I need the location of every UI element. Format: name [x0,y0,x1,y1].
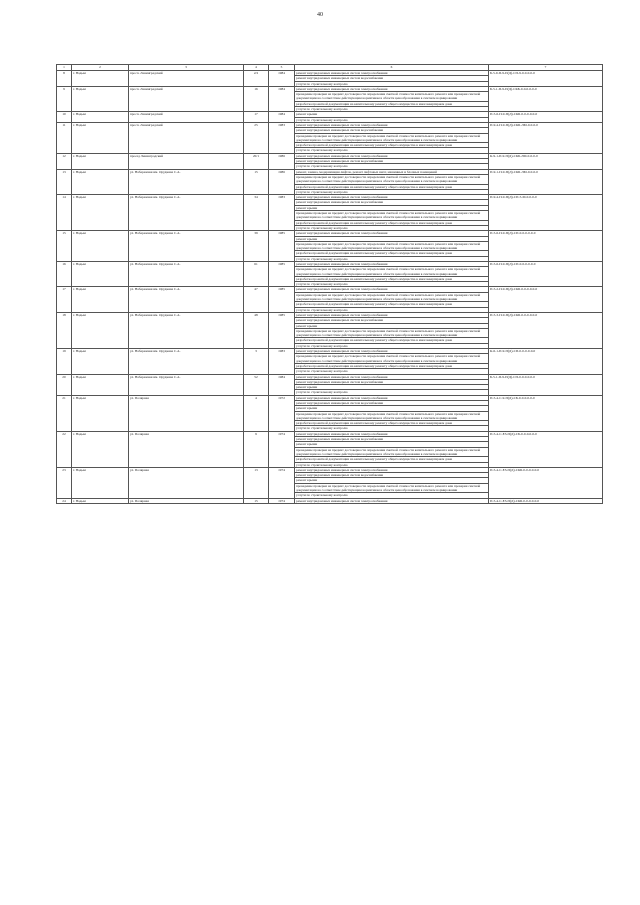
building-code-cell: П-5-3-П-9-П(Д)-СКБ-0-0-0-0-0-0 [489,312,603,348]
table-row [57,467,603,472]
work-item: ремонт внутридомовых инженерных систем электроснабжения [295,349,489,354]
year-cell: 1983 [269,195,295,231]
year-cell: 1984 [269,71,295,87]
street-cell: просп. Ленинградский [129,86,244,111]
row-number: 8 [57,71,72,87]
work-item: услуги по строительному контролю [295,164,489,169]
street-cell: ул. Набережная им. Оруджева С.А. [129,312,244,348]
building-code-cell: К-6-1-П-9-П(Д)-СП-0-0-0-0-0-0 [489,349,603,374]
work-item: ремонт внутридомовых инженерных систем водоснабжения [295,379,489,384]
table-row [57,71,603,76]
work-item: ремонт внутридомовых инженерных систем водоснабжения [295,159,489,164]
city-cell: г. Надым [72,71,129,87]
table-row [57,169,603,174]
capital-repair-table [56,64,603,504]
work-item: услуги по строительному контролю [295,369,489,374]
street-cell: ул. Набережная им. Оруджева С.А. [129,374,244,395]
work-item: ремонт внутридомовых инженерных систем электроснабжения [295,71,489,76]
street-cell: просп. Ленинградский [129,112,244,123]
year-cell: 1985 [269,231,295,262]
work-item: проведение проверки на предмет достоверности определения сметной стоимости капитального ремонта или проверки сметной документации на соответствие действующим нормативам в области ценообразования в сметном нормировании [295,411,489,421]
row-number: 10 [57,112,72,123]
year-cell: 1974 [269,431,295,467]
work-item: проведение проверки на предмет достоверности определения сметной стоимости капитального ремонта или проверки сметной документации на соответствие действующим нормативам в области ценообразования в сметном нормировании [295,292,489,302]
table-row [57,231,603,236]
work-item: ремонт крыши [295,442,489,447]
work-item: ремонт внутридомовых инженерных систем электроснабжения [295,261,489,266]
work-item: ремонт внутридомовых инженерных систем водоснабжения [295,76,489,81]
work-item: ремонт внутридомовых инженерных систем водоснабжения [295,318,489,323]
work-item: проведение проверки на предмет достоверности определения сметной стоимости капитального ремонта или проверки сметной документации на соответствие действующим нормативам в области ценообразования в сметном нормировании [295,92,489,102]
street-cell: просп. Ленинградский [129,71,244,87]
work-item: услуги по строительному контролю [295,282,489,287]
city-cell: г. Надым [72,431,129,467]
row-number: 21 [57,395,72,431]
city-cell: г. Надым [72,395,129,431]
city-cell: г. Надым [72,122,129,153]
year-cell: 1983 [269,349,295,374]
page-number: 40 [317,12,323,18]
work-item: ремонт крыши [295,385,489,390]
year-cell: 1974 [269,498,295,503]
street-cell: ул. Полярная [129,467,244,498]
house-number-cell: 48 [244,312,269,348]
building-code-cell: П-5-6-П-9-П(Д)-СП-0-0-0-0-0-0 [489,231,603,262]
column-number: 3 [129,65,244,71]
street-cell: ул. Полярная [129,498,244,503]
house-number-cell: 39 [244,231,269,262]
house-number-cell: 4 [244,395,269,431]
work-item: ремонт внутридомовых инженерных систем водоснабжения [295,437,489,442]
row-number: 19 [57,349,72,374]
city-cell: г. Надым [72,195,129,231]
city-cell: г. Надым [72,86,129,111]
row-number: 20 [57,374,72,395]
house-number-cell: 25 [244,122,269,153]
work-item: проведение проверки на предмет достоверности определения сметной стоимости капитального ремонта или проверки сметной документации на соответствие действующим нормативам в области ценообразования в сметном нормировании [295,328,489,338]
building-code-cell: Б-5-1-П-9-П(Д)-СП-0-0-0-0-0-0 [489,374,603,395]
street-cell: проезд Ленинградский [129,153,244,169]
table-row [57,498,603,503]
table-row [57,312,603,317]
year-cell: 1985 [269,312,295,348]
table-row [57,395,603,400]
work-item: ремонт крыши [295,205,489,210]
work-item: ремонт крыши [295,406,489,411]
house-number-cell: 2/2 [244,71,269,87]
column-number: 1 [57,65,72,71]
year-cell: 1984 [269,374,295,395]
city-cell: г. Надым [72,374,129,395]
building-code-cell: П-5-6-П-9-П(Д)-СП-0-0-0-0-0-0 [489,261,603,286]
year-cell: 1974 [269,467,295,498]
house-number-cell: 15 [244,169,269,194]
row-number: 11 [57,122,72,153]
street-cell: ул. Набережная им. Оруджева С.А. [129,261,244,286]
year-cell: 1986 [269,153,295,169]
street-cell: просп. Ленинградский [129,122,244,153]
building-code-cell: П-5-2-П-9-П(Д)-СКБ-0-0-0-0-0-0 [489,287,603,312]
row-number: 22 [57,431,72,467]
work-item: ремонт внутридомовых инженерных систем электроснабжения [295,395,489,400]
work-item: услуги по строительному контролю [295,343,489,348]
building-code-cell: П-5-4-С-ЕЗ-П(Д)-СКБ-0-0-0-0-0-0 [489,498,603,503]
work-item: проведение проверки на предмет достоверности определения сметной стоимости капитального ремонта или проверки сметной документации на соответствие действующим нормативам в области ценообразования в сметном нормировании [295,133,489,143]
work-item: разработка проектной документации на капитальному ремонту общего имущества в многоквартирном доме [295,302,489,307]
row-number: 23 [57,467,72,498]
building-code-cell: П-5-4-С-ЕЗ-П(Д)-СБ-0-0-0-0-0-0 [489,431,603,467]
work-item: проведение проверки на предмет достоверности определения сметной стоимости капитального ремонта или проверки сметной документации на соответствие действующим нормативам в области ценообразования в сметном нормировании [295,241,489,251]
street-cell: ул. Набережная им. Оруджева С.А. [129,195,244,231]
work-item: проведение проверки на предмет достоверности определения сметной стоимости капитального ремонта или проверки сметной документации на соответствие действующим нормативам в области ценообразования в сметном нормировании [295,447,489,457]
work-item: ремонт, замена, модернизация лифтов, ремонт лифтовых шахт, машинных и блочных помещений [295,169,489,174]
year-cell: 1985 [269,287,295,312]
table-row [57,153,603,158]
house-number-cell: 17 [244,112,269,123]
column-number: 2 [72,65,129,71]
city-cell: г. Надым [72,287,129,312]
work-item: ремонт внутридомовых инженерных систем водоснабжения [295,401,489,406]
building-code-cell: П-9-1-П-9-П(Д)-СКБ-ЛМ-0-0-0-0 [489,169,603,194]
building-code-cell: П-9-4-П-9-П(Д)-СКБ-ЛМ-0-0-0-0 [489,122,603,153]
column-number: 6 [295,65,489,71]
building-code-cell: П-5-4-С-9-П(Д)-СБ-0-0-0-0-0-0 [489,395,603,431]
work-item: ремонт внутридомовых инженерных систем электроснабжения [295,498,489,503]
building-code-cell: П-5-4-С-ЕЗ-П(Д)-СКБ-0-0-0-0-0-0 [489,467,603,498]
work-item: ремонт внутридомовых инженерных систем электроснабжения [295,86,489,91]
work-item: проведение проверки на предмет достоверности определения сметной стоимости капитального ремонта или проверки сметной документации на соответствие действующим нормативам в области ценообразования в сметном нормировании [295,211,489,221]
row-number: 9 [57,86,72,111]
work-item: ремонт внутридомовых инженерных систем электроснабжения [295,153,489,158]
column-number: 7 [489,65,603,71]
building-code-cell: Б-5-9-П-9-П(Д)-СП-9-0-0-0-0-0 [489,71,603,87]
work-item: услуги по строительному контролю [295,225,489,230]
work-item: разработка проектной документации на капитальному ремонту общего имущества в многоквартирном доме [295,363,489,368]
work-item: услуги по строительному контролю [295,462,489,467]
city-cell: г. Надым [72,312,129,348]
building-code-cell: П-5-6-П-9-П(Д)-СКБ-0-0-0-0-0-0 [489,112,603,123]
column-number: 4 [244,65,269,71]
table-row [57,195,603,200]
work-item: ремонт внутридомовых инженерных систем электроснабжения [295,231,489,236]
work-item: проведение проверки на предмет достоверности определения сметной стоимости капитального ремонта или проверки сметной документации на соответствие действующим нормативам в области ценообразования в сметном нормировании [295,174,489,184]
table-row [57,287,603,292]
building-code-cell: П-9-4-П-9-П(Д)-СП-5-М-0-0-0-0 [489,195,603,231]
work-item: услуги по строительному контролю [295,307,489,312]
row-number: 24 [57,498,72,503]
work-item: разработка проектной документации на капитальному ремонту общего имущества в многоквартирном доме [295,184,489,189]
city-cell: г. Надым [72,349,129,374]
work-item: разработка проектной документации на капитальному ремонту общего имущества в многоквартирном доме [295,143,489,148]
work-item: услуги по строительному контролю [295,256,489,261]
house-number-cell: 3 [244,349,269,374]
row-number: 14 [57,195,72,231]
work-item: ремонт крыши [295,478,489,483]
work-item: разработка проектной документации на капитальному ремонту общего имущества в многоквартирном доме [295,457,489,462]
city-cell: г. Надым [72,467,129,498]
work-item: услуги по строительному контролю [295,189,489,194]
year-cell: 1986 [269,169,295,194]
table-row [57,349,603,354]
work-item: услуги по строительному контролю [295,107,489,112]
city-cell: г. Надым [72,169,129,194]
row-number: 17 [57,287,72,312]
work-item: разработка проектной документации на капитальному ремонту общего имущества в многоквартирном доме [295,421,489,426]
work-item: ремонт внутридомовых инженерных систем электроснабжения [295,287,489,292]
house-number-cell: 15 [244,498,269,503]
row-number: 13 [57,169,72,194]
work-item: ремонт внутридомовых инженерных систем электроснабжения [295,431,489,436]
year-cell: 1983 [269,122,295,153]
work-item: услуги по строительному контролю [295,426,489,431]
work-item: ремонт внутридомовых инженерных систем электроснабжения [295,122,489,127]
city-cell: г. Надым [72,498,129,503]
city-cell: г. Надым [72,112,129,123]
year-cell: 1984 [269,112,295,123]
house-number-cell: 13 [244,467,269,498]
work-item: проведение проверки на предмет достоверности определения сметной стоимости капитального ремонта или проверки сметной документации на соответствие действующим нормативам в области ценообразования в сметном нормировании [295,354,489,364]
work-item: разработка проектной документации на капитальному ремонту общего имущества в многоквартирном доме [295,251,489,256]
street-cell: ул. Набережная им. Оруджева С.А. [129,169,244,194]
work-item: ремонт крыши [295,323,489,328]
work-item: ремонт внутридомовых инженерных систем электроснабжения [295,195,489,200]
work-item: услуги по строительному контролю [295,148,489,153]
column-number: 5 [269,65,295,71]
work-item: разработка проектной документации на капитальному ремонту общего имущества в многоквартирном доме [295,276,489,281]
table-row [57,374,603,379]
house-number-cell: 52 [244,374,269,395]
table-row [57,431,603,436]
table-row [57,86,603,91]
work-item: услуги по строительному контролю [295,117,489,122]
street-cell: ул. Полярная [129,431,244,467]
building-code-cell: Б-5-1-П-9-П(Д)-СКБ-0-0-0-0-0-0 [489,86,603,111]
building-code-cell: К-9-1-П-9-П(Д)-СКБ-ЛМ-0-0-0-0 [489,153,603,169]
work-item: ремонт внутридомовых инженерных систем водоснабжения [295,473,489,478]
table-row [57,261,603,266]
work-item: разработка проектной документации на капитальному ремонту общего имущества в многоквартирном доме [295,101,489,106]
city-cell: г. Надым [72,153,129,169]
house-number-cell: 9 [244,431,269,467]
row-number: 16 [57,261,72,286]
street-cell: ул. Набережная им. Оруджева С.А. [129,231,244,262]
work-item: услуги по строительному контролю [295,493,489,498]
table-row [57,122,603,127]
house-number-cell: 20/1 [244,153,269,169]
work-item: ремонт внутридомовых инженерных систем электроснабжения [295,467,489,472]
city-cell: г. Надым [72,231,129,262]
house-number-cell: 16 [244,86,269,111]
house-number-cell: 47 [244,287,269,312]
work-item: ремонт внутридомовых инженерных систем водоснабжения [295,128,489,133]
work-item: ремонт внутридомовых инженерных систем водоснабжения [295,200,489,205]
street-cell: ул. Полярная [129,395,244,431]
work-item: услуги по строительному контролю [295,81,489,86]
work-item: проведение проверки на предмет достоверности определения сметной стоимости капитального ремонта или проверки сметной документации на соответствие действующим нормативам в области ценообразования в сметном нормировании [295,267,489,277]
work-item: проведение проверки на предмет достоверности определения сметной стоимости капитального ремонта или проверки сметной документации на соответствие действующим нормативам в области ценообразования в сметном нормировании [295,483,489,493]
work-item: ремонт крыши [295,236,489,241]
row-number: 15 [57,231,72,262]
street-cell: ул. Набережная им. Оруджева С.А. [129,287,244,312]
work-item: услуги по строительному контролю [295,390,489,395]
row-number: 12 [57,153,72,169]
year-cell: 1985 [269,261,295,286]
row-number: 18 [57,312,72,348]
work-item: ремонт крыши [295,112,489,117]
year-cell: 1972 [269,395,295,431]
house-number-cell: 34 [244,195,269,231]
work-item: разработка проектной документации на капитальному ремонту общего имущества в многоквартирном доме [295,220,489,225]
street-cell: ул. Набережная им. Оруджева С.А. [129,349,244,374]
work-item: ремонт внутридомовых инженерных систем электроснабжения [295,312,489,317]
city-cell: г. Надым [72,261,129,286]
work-item: разработка проектной документации на капитальному ремонту общего имущества в многоквартирном доме [295,338,489,343]
work-item: ремонт внутридомовых инженерных систем электроснабжения [295,374,489,379]
house-number-cell: 61 [244,261,269,286]
year-cell: 1984 [269,86,295,111]
